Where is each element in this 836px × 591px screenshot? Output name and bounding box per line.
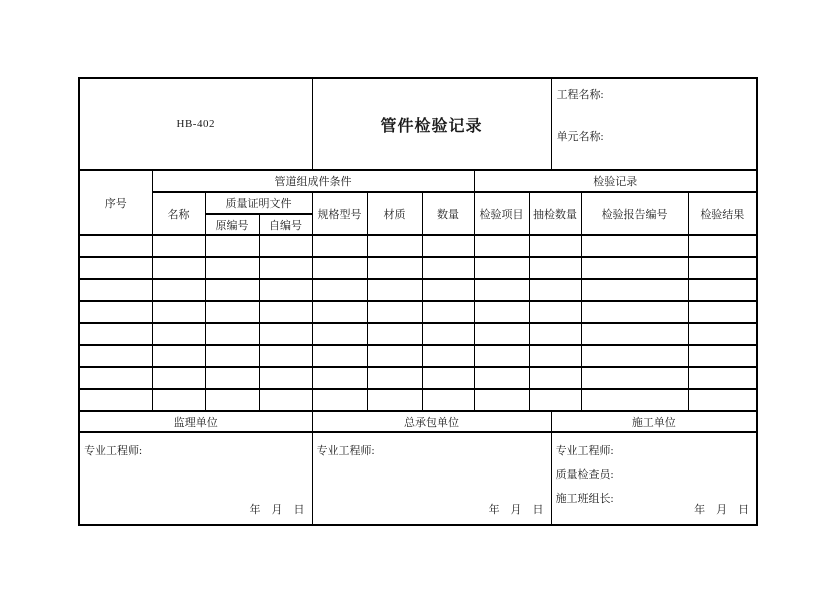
- unit-header-row: [79, 411, 757, 432]
- column-header-serial: 序号: [79, 170, 152, 235]
- empty-cell: [688, 345, 757, 367]
- empty-cell: [688, 235, 757, 257]
- empty-cell: [259, 301, 312, 323]
- empty-cell: [688, 301, 757, 323]
- empty-cell: [688, 389, 757, 411]
- empty-cell: [688, 323, 757, 345]
- empty-cell: [581, 257, 688, 279]
- empty-cell: [79, 235, 152, 257]
- empty-cell: [581, 323, 688, 345]
- empty-cell: [422, 301, 474, 323]
- general-contractor-unit-header: 总承包单位: [312, 411, 551, 432]
- empty-cell: [474, 235, 529, 257]
- empty-cell: [79, 345, 152, 367]
- supervision-engineer-label: 专业工程师:: [84, 445, 143, 457]
- signature-row: [79, 432, 757, 525]
- empty-cell: [152, 235, 205, 257]
- empty-cell: [367, 235, 422, 257]
- empty-cell: [205, 323, 259, 345]
- column-header-self-number: 自编号: [259, 214, 312, 235]
- column-header-inspection-item: 检验项目: [474, 192, 529, 235]
- empty-cell: [259, 389, 312, 411]
- empty-cell: [581, 389, 688, 411]
- table-row: [79, 389, 757, 411]
- empty-cell: [422, 345, 474, 367]
- empty-cell: [367, 257, 422, 279]
- empty-cell: [581, 235, 688, 257]
- column-header-quantity: 数量: [422, 192, 474, 235]
- empty-cell: [367, 279, 422, 301]
- contractor-signature-cell: [312, 432, 551, 525]
- empty-cell: [152, 257, 205, 279]
- empty-cell: [205, 257, 259, 279]
- construction-inspector-label: 质量检查员:: [555, 469, 614, 481]
- column-header-original-number: 原编号: [205, 214, 259, 235]
- empty-cell: [422, 323, 474, 345]
- empty-cell: [259, 367, 312, 389]
- empty-cell: [367, 345, 422, 367]
- title-band: [79, 78, 757, 170]
- empty-cell: [79, 257, 152, 279]
- empty-cell: [581, 367, 688, 389]
- table-row: [79, 301, 757, 323]
- header-sub-row: [79, 192, 757, 214]
- empty-cell: [312, 323, 367, 345]
- table-row: [79, 367, 757, 389]
- empty-cell: [259, 323, 312, 345]
- empty-cell: [529, 323, 581, 345]
- construction-team-leader-label: 施工班组长:: [555, 493, 614, 505]
- empty-cell: [529, 257, 581, 279]
- column-header-sample-quantity: 抽检数量: [529, 192, 581, 235]
- column-header-material: 材质: [367, 192, 422, 235]
- empty-cell: [79, 279, 152, 301]
- empty-cell: [474, 323, 529, 345]
- empty-cell: [312, 345, 367, 367]
- construction-date-label: 年 月 日: [694, 504, 750, 516]
- empty-cell: [205, 301, 259, 323]
- contractor-engineer-label: 专业工程师:: [316, 445, 375, 457]
- empty-cell: [259, 257, 312, 279]
- empty-cell: [152, 345, 205, 367]
- group-header-inspection-record: 检验记录: [474, 170, 757, 192]
- supervision-date-label: 年 月 日: [249, 504, 305, 516]
- empty-cell: [79, 301, 152, 323]
- group-header-pipe-components: 管道组成件条件: [152, 170, 474, 192]
- empty-cell: [474, 257, 529, 279]
- empty-cell: [529, 301, 581, 323]
- empty-cell: [581, 279, 688, 301]
- empty-cell: [205, 235, 259, 257]
- empty-cell: [367, 301, 422, 323]
- inspection-record-form: [78, 77, 758, 526]
- empty-cell: [474, 345, 529, 367]
- column-header-report-number: 检验报告编号: [581, 192, 688, 235]
- empty-cell: [422, 389, 474, 411]
- name-fields-cell: [551, 78, 757, 170]
- empty-cell: [79, 323, 152, 345]
- empty-cell: [688, 279, 757, 301]
- inspection-table-body: [79, 235, 757, 411]
- empty-cell: [152, 323, 205, 345]
- empty-cell: [205, 279, 259, 301]
- empty-cell: [367, 367, 422, 389]
- supervision-unit-header: 监理单位: [79, 411, 312, 432]
- empty-cell: [529, 389, 581, 411]
- empty-cell: [259, 279, 312, 301]
- column-header-result: 检验结果: [688, 192, 757, 235]
- empty-cell: [529, 345, 581, 367]
- empty-cell: [79, 389, 152, 411]
- empty-cell: [422, 257, 474, 279]
- table-row: [79, 345, 757, 367]
- empty-cell: [367, 323, 422, 345]
- column-header-name: 名称: [152, 192, 205, 235]
- construction-unit-header: 施工单位: [551, 411, 757, 432]
- empty-cell: [581, 301, 688, 323]
- empty-cell: [312, 367, 367, 389]
- project-name-label: 工程名称:: [556, 89, 604, 101]
- construction-signature-cell: [551, 432, 757, 525]
- empty-cell: [312, 279, 367, 301]
- empty-cell: [529, 279, 581, 301]
- empty-cell: [259, 235, 312, 257]
- empty-cell: [422, 367, 474, 389]
- empty-cell: [422, 279, 474, 301]
- table-row: [79, 235, 757, 257]
- supervision-signature-cell: [79, 432, 312, 525]
- contractor-date-label: 年 月 日: [488, 504, 544, 516]
- empty-cell: [422, 235, 474, 257]
- empty-cell: [259, 345, 312, 367]
- empty-cell: [529, 367, 581, 389]
- table-row: [79, 323, 757, 345]
- form-title: 管件检验记录: [312, 78, 551, 170]
- empty-cell: [152, 279, 205, 301]
- empty-cell: [312, 389, 367, 411]
- empty-cell: [529, 235, 581, 257]
- form-code: HB-402: [79, 78, 312, 170]
- empty-cell: [367, 389, 422, 411]
- empty-cell: [474, 301, 529, 323]
- empty-cell: [312, 301, 367, 323]
- empty-cell: [152, 301, 205, 323]
- empty-cell: [688, 257, 757, 279]
- construction-engineer-label: 专业工程师:: [555, 445, 614, 457]
- empty-cell: [474, 367, 529, 389]
- empty-cell: [474, 279, 529, 301]
- empty-cell: [688, 367, 757, 389]
- column-header-quality-docs: 质量证明文件: [205, 192, 312, 214]
- empty-cell: [474, 389, 529, 411]
- empty-cell: [79, 367, 152, 389]
- empty-cell: [581, 345, 688, 367]
- header-group-row: [79, 170, 757, 192]
- table-row: [79, 257, 757, 279]
- empty-cell: [152, 389, 205, 411]
- empty-cell: [205, 389, 259, 411]
- empty-cell: [312, 235, 367, 257]
- empty-cell: [312, 257, 367, 279]
- table-row: [79, 279, 757, 301]
- column-header-spec-model: 规格型号: [312, 192, 367, 235]
- empty-cell: [205, 367, 259, 389]
- empty-cell: [205, 345, 259, 367]
- empty-cell: [152, 367, 205, 389]
- unit-name-label: 单元名称:: [556, 131, 604, 143]
